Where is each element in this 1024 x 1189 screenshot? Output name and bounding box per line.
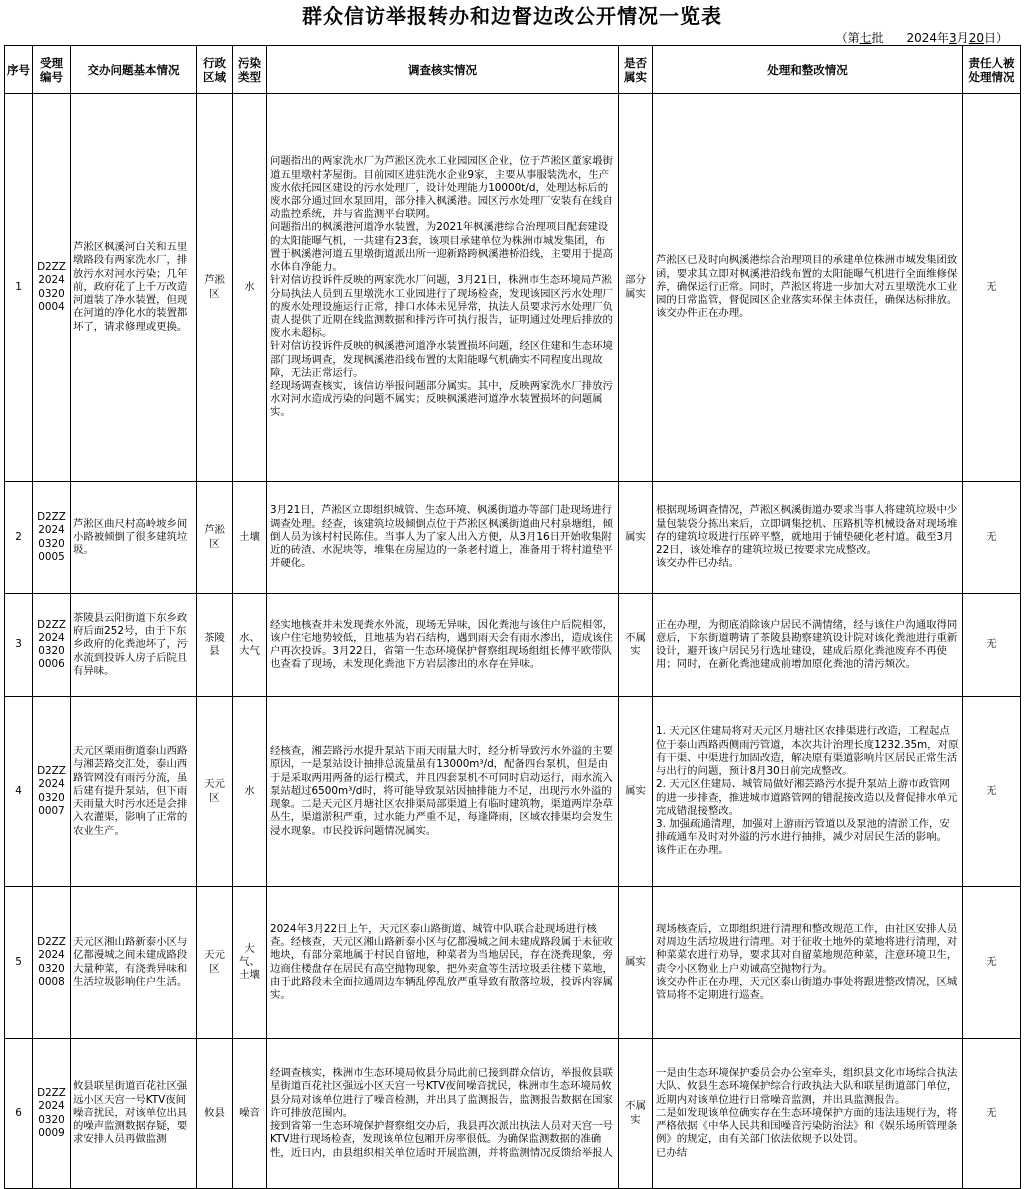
table-header-row (5, 46, 1021, 94)
batch-prefix: （第 (835, 31, 860, 45)
cell-handling-paragraph: 该件正在办理。 (656, 844, 729, 857)
cell-region: 芦淞区 (197, 482, 233, 594)
cell-id: D2ZZ202403200006 (33, 594, 71, 697)
table-row (5, 94, 1021, 482)
cell-id: D2ZZ202403200004 (33, 94, 71, 482)
cell-investigation-paragraph: 针对信访投诉件反映的两家洗水厂问题，3月21日，株洲市生态环境局芦淞分局执法人员到五里墩洗水工业园进行了现场检查，发现该园区污水处理厂的废水处理设施运行正常，排口水体未见异常，执法人员要求污水处理厂负责人提供了近期在线监测数据和排污许可执行报告，证明通过处理后排放的废水未超标。 (270, 274, 613, 340)
cell-investigation (267, 1039, 619, 1189)
cell-handling (653, 697, 963, 887)
cell-handling-paragraph: 根据现场调查情况，芦淞区枫溪街道办要求当事人将建筑垃圾中少量包装袋分拣出来后，立即调集挖机、压路机等机械设备对现场堆存的建筑垃圾进行压碎平整，就地用于铺垫硬化老村道。截至3月22日，该处堆存的建筑垃圾已按要求完成整改。 (656, 504, 958, 557)
cell-investigation-paragraph: 接到省第一生态环境保护督察组交办后，我县再次派出执法人员对天宫一号KTV进行现场检查，发现该单位包厢开房率很低。为确保监测数据的准确性，近日内，由县组织相关单位适时开展监测，并将监测情况反馈给举报人 (270, 1120, 613, 1159)
cell-handling (653, 1039, 963, 1189)
cell-handling-paragraph: 芦淞区已及时向枫溪港综合治理项目的承建单位株洲市城发集团致函，要求其立即对枫溪港沿线布置的太阳能曝气机进行全面维修保养，确保运行正常。同时，芦淞区将进一步加大对五里墩洗水工业园的日常监管，督促园区企业落实环保主体责任，确保达标排放。 (656, 254, 958, 307)
cell-handling-paragraph: 一是由生态环境保护委员会办公室牵头，组织县文化市场综合执法大队、攸县生态环境保护综合行政执法大队和联星街道部门单位，近期内对该单位进行日常噪音监测，并出具监测报告。 (656, 1067, 958, 1106)
cell-id: D2ZZ202403200005 (33, 482, 71, 594)
cell-issue: 攸县联星街道百花社区强远小区天宫一号KTV夜间噪音扰民，对该单位出具的噪声监测数据存疑，要求安排人员再做监测 (71, 1039, 197, 1189)
cell-accountability: 无 (963, 697, 1021, 887)
cell-id: D2ZZ202403200008 (33, 887, 71, 1039)
cell-investigation (267, 594, 619, 697)
cell-investigation-paragraph: 问题指出的枫溪港河道净水装置，为2021年枫溪港综合治理项目配套建设的太阳能曝气机，一共建有23套，该项目承建单位为株洲市城发集团，布置于枫溪港河道五里墩街道派出所一迎新路跨枫溪港桥沿线，主要用于提高水体自净能力。 (270, 221, 613, 274)
cell-handling-paragraph: 该交办件正在办理。 (656, 307, 750, 320)
batch-day: 20 (968, 31, 984, 45)
cell-pollution: 大气、土壤 (233, 887, 267, 1039)
cell-region: 茶陵县 (197, 594, 233, 697)
cell-pollution: 土壤 (233, 482, 267, 594)
cell-investigation (267, 94, 619, 482)
cell-verified: 不属实 (619, 1039, 653, 1189)
cell-seq: 1 (5, 94, 33, 482)
batch-info (836, 30, 1008, 46)
batch-year: 2024年 (906, 31, 950, 45)
cell-region: 芦淞区 (197, 94, 233, 482)
cell-handling-paragraph: 1. 天元区住建局将对天元区月塘社区农排渠进行改造，工程起点位于泰山西路西侧雨污管道，本次共计治理长度1232.35m，对原有干渠、中渠进行加固改造，解决原有渠道影响片区居民正常生活与出行的问题，预计8月30日前完成整改。 (656, 725, 959, 778)
cell-handling (653, 94, 963, 482)
cell-investigation (267, 697, 619, 887)
cell-handling-paragraph: 3. 加强疏通清理，加强对上游雨污管道以及泵池的清淤工作，安排疏通车及时对外溢的污水进行抽排，减少对居民生活的影响。 (656, 817, 950, 844)
cell-region: 天元区 (197, 887, 233, 1039)
header-issue: 交办问题基本情况 (71, 46, 197, 94)
cell-handling-paragraph: 该交办件正在办理，天元区泰山街道办事处将跟进整改情况，区城管局将不定期进行巡查。 (656, 975, 958, 1001)
batch-month: 3 (949, 31, 957, 45)
cell-investigation-paragraph: 经现场调查核实，该信访举报问题部分属实。其中，反映两家洗水厂排放污水对河水造成污染的问题不属实；反映枫溪港河道净水装置损坏的问题属实。 (270, 379, 613, 419)
cell-issue: 天元区栗雨街道泰山西路与湘芸路交汇处，泰山西路管网没有雨污分流，虽后建有提升泵站，但下雨天雨量大时污水还是会排入农灌渠，影响了正常的农业生产。 (71, 697, 197, 887)
cell-investigation-paragraph: 2024年3月22日上午，天元区泰山路街道、城管中队联合赴现场进行核查。经核查，天元区湘山路新泰小区与亿都漫城之间未建成路段属于未征收地块，有部分菜地属于村民自留地，种菜者为当地居民，存在浇粪现象，旁边商住楼盘存在居民有高空抛物现象，把外卖盒等生活垃圾丢往楼下菜地，由于此路段未全面拉通周边车辆乱停乱放严重导致有散落垃圾，投诉内容属实。 (270, 922, 613, 1001)
cell-accountability: 无 (963, 887, 1021, 1039)
cell-pollution: 水 (233, 697, 267, 887)
cell-investigation-paragraph: 3月21日，芦淞区立即组织城管、生态环境、枫溪街道办等部门赴现场进行调查处理。经查，该建筑垃圾倾倒点位于芦淞区枫溪街道曲尺村泉塘组，倾倒人员为该村村民陈佳。当事人为了家人出入方便，从3月16日开始收集附近的砖渣、水泥块等，堆集在房屋边的一条老村道上，准备用于将村道垫平并硬化。 (270, 504, 613, 570)
cell-pollution: 噪音 (233, 1039, 267, 1189)
cell-region: 天元区 (197, 697, 233, 887)
cell-investigation-paragraph: 经核查，湘芸路污水提升泵站下雨天雨量大时，经分析导致污水外溢的主要原因，一是泵站设计抽排总流量虽有13000m³/d，配备四台泵机，但是由于是采取两用两备的运行模式，并且四套泵机不可同时启动运行，雨水流入泵站超过6500m³/d时，将可能导致泵站因抽排能力不足，出现污水外溢的现象。二是天元区月塘社区农排渠局部渠道上有临时建筑物，渠道两岸杂草丛生，渠道淤积严重，过水能力严重不足，每逢降雨，区域农排渠均会发生浸水现象。市民投诉问题情况属实。 (270, 745, 613, 837)
header-accountability: 责任人被处理情况 (963, 46, 1021, 94)
report-table (4, 45, 1021, 1189)
cell-verified: 属实 (619, 697, 653, 887)
cell-investigation-paragraph: 经实地核查并未发现粪水外流，现场无异味，因化粪池与该住户后院相邻，该户住宅地势较低，且地基为岩石结构，遇到雨天会有雨水渗出，造成该住户再次投诉。3月22日，省第一生态环境保护督察组现场组组长傅平欧带队也查看了现场，未发现化粪池下方岩层渗出的水存在异味。 (270, 618, 613, 671)
cell-verified: 部分属实 (619, 94, 653, 482)
cell-handling-paragraph: 该交办件已办结。 (656, 557, 740, 570)
table-row (5, 1039, 1021, 1189)
table-row (5, 482, 1021, 594)
table-row (5, 697, 1021, 887)
batch-month-unit: 月 (956, 31, 969, 45)
cell-handling (653, 482, 963, 594)
cell-investigation-paragraph: 针对信访投诉件反映的枫溪港河道净水装置损坏问题，经区住建和生态环境部门现场调查，发现枫溪港沿线布置的太阳能曝气机确实不同程度出现故障，无法正常运行。 (270, 340, 613, 379)
cell-issue: 芦淞区枫溪河白关和五里墩路段有两家洗水厂，排放污水对河水污染；几年前，政府花了上千万改造河道装了净水装置，但现在河道的净化水的装置都坏了，请求修理或更换。 (71, 94, 197, 482)
cell-investigation (267, 482, 619, 594)
cell-handling-paragraph: 已办结 (656, 1146, 688, 1159)
cell-seq: 5 (5, 887, 33, 1039)
cell-accountability: 无 (963, 594, 1021, 697)
cell-accountability: 无 (963, 1039, 1021, 1189)
cell-accountability: 无 (963, 482, 1021, 594)
cell-investigation (267, 887, 619, 1039)
cell-handling-paragraph: 正在办理，为彻底消除该户居民不满情绪，经与该住户沟通取得同意后，下东街道聘请了茶陵县勘察建筑设计院对该化粪池进行重新设计，避开该户居民另行选址建设，建成后原化粪池废弃不再使用；同时，在新化粪池建成前增加原化粪池的清污频次。 (656, 618, 958, 671)
cell-handling (653, 594, 963, 697)
cell-verified: 属实 (619, 887, 653, 1039)
page-title: 群众信访举报转办和边督边改公开情况一览表 (302, 4, 722, 28)
header-investigation: 调查核实情况 (267, 46, 619, 94)
header-handling: 处理和整改情况 (653, 46, 963, 94)
cell-id: D2ZZ202403200007 (33, 697, 71, 887)
cell-pollution: 水、大气 (233, 594, 267, 697)
cell-accountability: 无 (963, 94, 1021, 482)
header-region: 行政区域 (197, 46, 233, 94)
cell-region: 攸县 (197, 1039, 233, 1189)
cell-seq: 2 (5, 482, 33, 594)
cell-seq: 6 (5, 1039, 33, 1189)
cell-id: D2ZZ202403200009 (33, 1039, 71, 1189)
batch-suffix: 日） (983, 31, 1008, 45)
cell-handling-paragraph: 2. 天元区住建局、城管局做好湘芸路污水提升泵站上游市政管网的进一步排查，推进城市道路管网的错混接改造以及督促排水单元完成错混接整改。 (656, 778, 958, 817)
cell-investigation-paragraph: 经调查核实，株洲市生态环境局攸县分局此前已接到群众信访，举报攸县联星街道百花社区强远小区天宫一号KTV夜间噪音扰民，株洲市生态环境局攸县分局对该单位进行了噪音检测，并出具了监测报告，监测报告数据在国家许可排放范围内。 (270, 1067, 613, 1119)
cell-investigation-paragraph: 问题指出的两家洗水厂为芦淞区洗水工业园园区企业，位于芦淞区董家塅街道五里墩村茅屋街。目前园区进驻洗水企业9家，主要从事服装洗水，生产废水依托园区建设的污水处理厂，设计处理能力10000t/d，处理达标后的废水部分通过回水泵回用，部分排入枫溪港。园区污水处理厂安装有在线自动监控系统，并与省监测平台联网。 (270, 155, 613, 221)
cell-verified: 属实 (619, 482, 653, 594)
cell-seq: 3 (5, 594, 33, 697)
table-row (5, 887, 1021, 1039)
cell-seq: 4 (5, 697, 33, 887)
cell-handling-paragraph: 二是如发现该单位确实存在生态环境保护方面的违法违规行为，将严格依据《中华人民共和国噪音污染防治法》和《娱乐场所管理条例》的规定，由有关部门依法依规予以处罚。 (656, 1106, 958, 1146)
cell-verified: 不属实 (619, 594, 653, 697)
cell-issue: 茶陵县云阳街道下东乡政府后面252号，由于下东乡政府的化粪池坏了，污水流到投诉人房子后院且有异味。 (71, 594, 197, 697)
cell-pollution: 水 (233, 94, 267, 482)
batch-mid: 批 (871, 31, 884, 45)
header-id: 受理编号 (33, 46, 71, 94)
header-verified: 是否属实 (619, 46, 653, 94)
header-pollution: 污染类型 (233, 46, 267, 94)
cell-issue: 天元区湘山路新泰小区与亿都漫城之间未建成路段大量种菜，有浇粪异味和生活垃圾影响住户生活。 (71, 887, 197, 1039)
cell-handling (653, 887, 963, 1039)
cell-handling-paragraph: 现场核查后，立即组织进行清理和整改规范工作，由社区安排人员对周边生活垃圾进行清理。对于征收土地外的菜地将进行清理，对种菜菜农进行劝导，要求其对自留菜地规范种菜，注意环境卫生，责令小区物业上户劝诫高空抛物行为。 (656, 922, 958, 975)
table-row (5, 594, 1021, 697)
header-seq: 序号 (5, 46, 33, 94)
cell-issue: 芦淞区曲尺村高岭坡乡间小路被倾倒了很多建筑垃圾。 (71, 482, 197, 594)
batch-number: 七 (859, 31, 872, 45)
